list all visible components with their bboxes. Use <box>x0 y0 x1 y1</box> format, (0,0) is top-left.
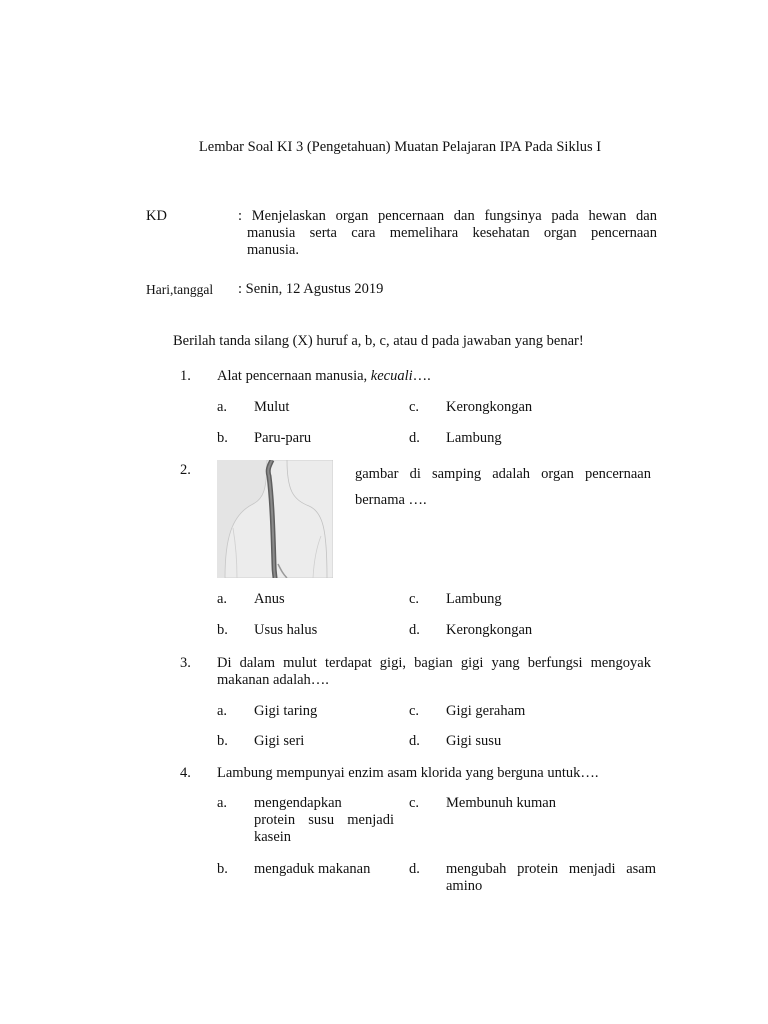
q2-option-b-letter: b. <box>217 622 228 638</box>
q1-option-c: Kerongkongan <box>446 399 533 415</box>
question-1-italic: kecuali <box>370 368 413 384</box>
q4-option-d-line-2: amino <box>446 878 483 894</box>
q2-option-c: Lambung <box>446 591 502 607</box>
question-2-text <box>355 461 651 513</box>
question-2-number: 2. <box>180 462 191 478</box>
kd-line-2: manusia serta cara memelihara kesehatan organ pencernaan <box>247 225 657 241</box>
question-3-line-2: makanan adalah…. <box>217 672 329 688</box>
q4-option-c-letter: c. <box>409 795 420 811</box>
q2-option-d: Kerongkongan <box>446 622 533 638</box>
q3-option-b: Gigi seri <box>254 733 305 749</box>
q4-option-a <box>254 795 394 846</box>
q4-option-a-letter: a. <box>217 795 228 811</box>
q4-option-d-letter: d. <box>409 861 420 877</box>
question-1-number: 1. <box>180 368 191 384</box>
question-4-number: 4. <box>180 765 191 781</box>
page-title: Lembar Soal KI 3 (Pengetahuan) Muatan Pelajaran IPA Pada Siklus I <box>198 139 602 155</box>
q4-option-b: mengaduk makanan <box>254 861 371 877</box>
q1-option-c-letter: c. <box>409 399 420 415</box>
q3-option-d-letter: d. <box>409 733 420 749</box>
question-1-stem: Alat pencernaan manusia, <box>217 368 371 384</box>
q4-option-d-line-1: mengubah protein menjadi asam <box>446 861 656 877</box>
q2-option-d-letter: d. <box>409 622 420 638</box>
q4-option-d <box>446 861 656 895</box>
q3-option-a-letter: a. <box>217 703 228 719</box>
question-2-line-2: bernama …. <box>355 492 427 508</box>
esophagus-illustration-icon <box>217 460 333 578</box>
q4-option-a-line-3: kasein <box>254 829 292 845</box>
q4-option-c: Membunuh kuman <box>446 795 556 811</box>
q2-option-a-letter: a. <box>217 591 228 607</box>
q2-option-a: Anus <box>254 591 285 607</box>
q3-option-d: Gigi susu <box>446 733 502 749</box>
kd-line-1: : Menjelaskan organ pencernaan dan fungsinya pada hewan dan <box>238 208 657 224</box>
esophagus-drawing <box>217 460 333 578</box>
q3-option-c-letter: c. <box>409 703 420 719</box>
date-label: Hari,tanggal <box>146 282 214 297</box>
q4-option-a-line-1: mengendapkan <box>254 795 342 811</box>
question-1-text <box>217 368 657 385</box>
q3-option-a: Gigi taring <box>254 703 318 719</box>
q1-option-a: Mulut <box>254 399 290 415</box>
q1-option-b-letter: b. <box>217 430 228 446</box>
kd-description <box>238 208 657 259</box>
question-3-line-1: Di dalam mulut terdapat gigi, bagian gigi yang berfungsi mengoyak <box>217 655 651 671</box>
q4-option-a-line-2: protein susu menjadi <box>254 812 394 828</box>
q2-option-b: Usus halus <box>254 622 318 638</box>
date-value: : Senin, 12 Agustus 2019 <box>238 281 384 297</box>
q4-option-b-letter: b. <box>217 861 228 877</box>
q2-option-c-letter: c. <box>409 591 420 607</box>
instruction-text: Berilah tanda silang (X) huruf a, b, c, atau d pada jawaban yang benar! <box>173 333 584 349</box>
q1-option-a-letter: a. <box>217 399 228 415</box>
q1-option-d-letter: d. <box>409 430 420 446</box>
q1-option-b: Paru-paru <box>254 430 312 446</box>
question-3-number: 3. <box>180 655 191 671</box>
kd-label: KD <box>146 208 167 224</box>
question-2-line-1: gambar di samping adalah organ pencernaan <box>355 466 651 482</box>
question-4-text: Lambung mempunyai enzim asam klorida yang berguna untuk…. <box>217 765 599 781</box>
q3-option-b-letter: b. <box>217 733 228 749</box>
question-1-suffix: …. <box>412 368 431 384</box>
kd-line-3: manusia. <box>247 242 299 258</box>
q3-option-c: Gigi geraham <box>446 703 526 719</box>
question-3-text <box>217 655 651 689</box>
q1-option-d: Lambung <box>446 430 502 446</box>
